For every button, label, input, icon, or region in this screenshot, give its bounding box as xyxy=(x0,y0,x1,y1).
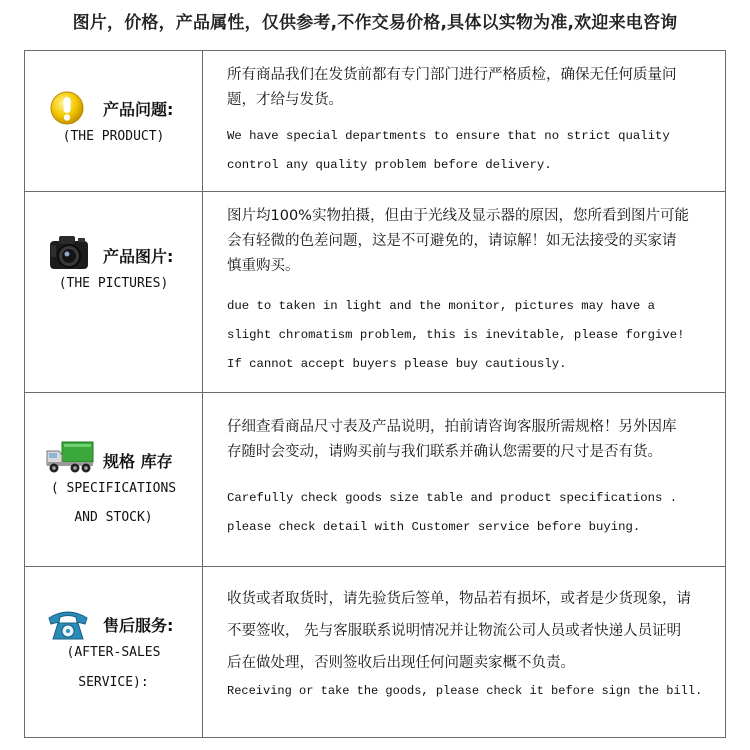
row-text-en: Receiving or take the goods, please check it before sign the bill. xyxy=(227,684,703,698)
row-text-zh: 收货或者取货时，请先验货后签单，物品若有损坏，或者是少货现象，请 不要签收， 先与客服联系说明情况并让物流公司人员或者快递人员证明 后在做处理，否则签收后出现任何问题卖家概不负责。 xyxy=(227,591,691,671)
camera-icon xyxy=(47,233,91,271)
row-title-en-line2: AND STOCK) xyxy=(74,510,153,525)
row-label-cell xyxy=(25,51,203,191)
table-row-pictures xyxy=(25,192,725,393)
page-header: 图片，价格，产品属性，仅供参考,不作交易价格,具体以实物为准,欢迎来电咨询 xyxy=(72,13,678,33)
row-content-cell xyxy=(203,192,725,392)
row-title-zh: 售后服务: xyxy=(103,616,174,635)
row-content-cell xyxy=(203,567,725,737)
row-text-zh: 图片均100%实物拍摄，但由于光线及显示器的原因，您所看到图片可能 会有轻微的色差问题，这是不可避免的，请谅解！如无法接受的买家请 慎重购买。 xyxy=(227,208,689,274)
row-text-zh: 所有商品我们在发货前都有专门部门进行严格质检，确保无任何质量问 题，才给与发货。 xyxy=(227,67,677,108)
exclamation-icon xyxy=(49,90,85,126)
row-title-en-line2: SERVICE): xyxy=(78,675,149,690)
truck-icon xyxy=(45,439,95,475)
row-label-cell xyxy=(25,192,203,392)
row-title-zh: 规格 库存 xyxy=(103,452,173,471)
row-title-en: (THE PICTURES) xyxy=(58,276,169,291)
telephone-icon xyxy=(45,608,91,642)
row-text-en: due to taken in light and the monitor, pictures may have a slight chromatism problem, this is inevitable, please forgive! If cannot accept buyers please buy cautiously. xyxy=(227,299,685,371)
info-table xyxy=(24,50,726,738)
row-label-cell xyxy=(25,567,203,737)
row-title-zh: 产品问题: xyxy=(103,100,174,119)
row-label-cell xyxy=(25,393,203,566)
row-text-zh: 仔细查看商品尺寸表及产品说明，拍前请咨询客服所需规格！另外因库 存随时会变动，请购买前与我们联系并确认您需要的尺寸是否有货。 xyxy=(227,419,677,460)
row-title-en-line1: (AFTER-SALES xyxy=(66,645,161,660)
row-title-en-line1: ( SPECIFICATIONS xyxy=(50,481,177,496)
row-title-en: (THE PRODUCT) xyxy=(62,129,165,144)
row-content-cell xyxy=(203,51,725,191)
table-row-product xyxy=(25,51,725,192)
row-text-en: We have special departments to ensure that no strict quality control any quality problem before delivery. xyxy=(227,129,670,172)
row-title-zh: 产品图片: xyxy=(103,247,174,266)
table-row-after-sales xyxy=(25,567,725,737)
table-row-specifications xyxy=(25,393,725,567)
row-content-cell xyxy=(203,393,725,566)
row-text-en: Carefully check goods size table and product specifications . please check detail with Customer service before buying. xyxy=(227,491,678,534)
